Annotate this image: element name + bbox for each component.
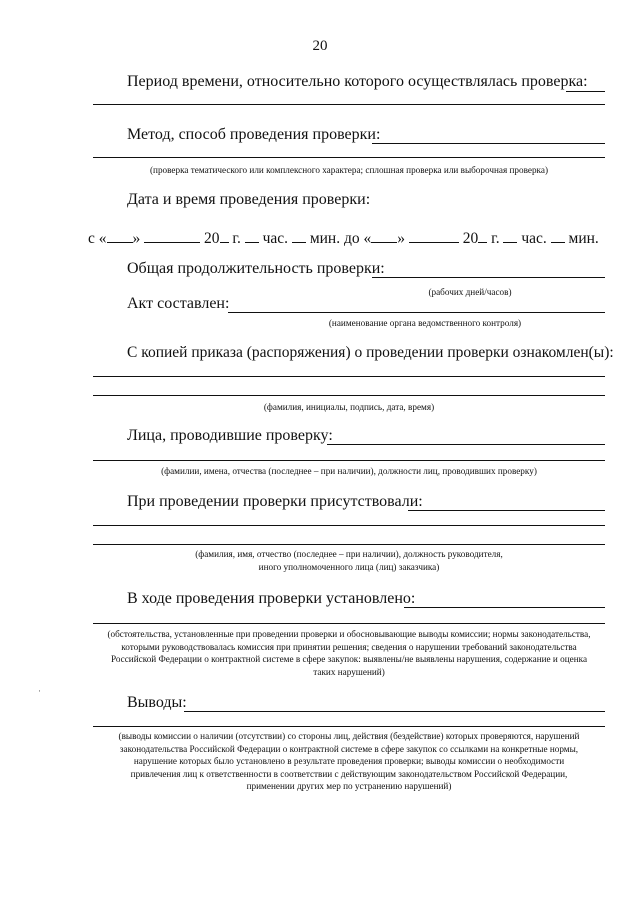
minute-from-field[interactable] xyxy=(292,228,306,243)
present-caption xyxy=(93,548,605,573)
inspectors-caption: (фамилии, имена, отчества (последнее – при наличии), должности лиц, проводивших проверку) xyxy=(161,466,537,476)
order-caption: (фамилия, инициалы, подпись, дата, время) xyxy=(263,402,435,412)
conclusions-caption-line-3: нарушение которых было установлено в результате проведения проверки; выводы комиссии о необходимости xyxy=(133,756,565,766)
established-caption-line-2: которыми руководствовалась комиссия при принятии решения; сведения о нарушении требований законодательства xyxy=(121,641,577,652)
conclusions-field-inline[interactable] xyxy=(184,711,605,712)
present-caption-line-2: иного уполномоченного лица (лиц) заказчика) xyxy=(258,561,440,572)
conclusions-caption-line-5: применении других мер по устранению нарушений) xyxy=(246,781,452,791)
scan-speck: · xyxy=(38,686,41,696)
hour-label-2: час. xyxy=(521,230,547,247)
present-field-inline[interactable] xyxy=(408,510,605,511)
minute-label-2: мин. xyxy=(568,230,599,247)
period-label xyxy=(127,73,588,91)
method-field-inline[interactable] xyxy=(372,143,605,144)
page-number: 20 xyxy=(312,38,328,54)
quote-close-2: » xyxy=(397,230,405,247)
order-label: С копией приказа (распоряжения) о проведении проверки ознакомлен(ы): xyxy=(127,344,614,361)
year-prefix-1: 20 xyxy=(204,230,220,247)
conclusions-caption-line-2: законодательства Российской Федерации о контрактной системе в сфере закупок со ссылками на конкретные нормы, xyxy=(119,743,579,754)
inspectors-field-inline[interactable] xyxy=(327,444,605,445)
month-to-field[interactable] xyxy=(409,228,459,243)
year-suffix-2: г. xyxy=(491,230,500,247)
conclusions-caption xyxy=(86,730,612,793)
hour-to-field[interactable] xyxy=(503,228,517,243)
inspectors-label: Лица, проводившие проверку: xyxy=(127,427,333,444)
established-caption xyxy=(86,628,612,678)
datetime-row xyxy=(88,228,600,248)
established-caption-line-1: (обстоятельства, установленные при проведении проверки и обосновывающие выводы комиссии; нормы законодательства, xyxy=(107,629,591,639)
act-caption: (наименование органа ведомственного контроля) xyxy=(328,318,522,328)
act-label: Акт составлен: xyxy=(127,295,230,312)
present-field-2[interactable] xyxy=(93,544,605,545)
from-text: с « xyxy=(88,230,107,247)
inspectors-field[interactable] xyxy=(93,460,605,461)
quote-close-1: » xyxy=(132,230,141,247)
order-field-1[interactable] xyxy=(93,376,605,377)
year-suffix-1: г. xyxy=(232,230,241,247)
order-field-2[interactable] xyxy=(93,395,605,396)
established-caption-line-3: Российской Федерации о контрактной системе в сфере закупок: выявлены/не выявлены нарушения, содержание и оценка xyxy=(110,654,588,664)
year-to-field[interactable] xyxy=(478,228,487,243)
duration-caption: (рабочих дней/часов) xyxy=(428,287,512,297)
established-field[interactable] xyxy=(93,623,605,624)
present-caption-line-1: (фамилия, имя, отчество (последнее – при наличии), должность руководителя, xyxy=(195,549,503,559)
hour-label-1: час. xyxy=(262,230,289,247)
present-label: При проведении проверки присутствовали: xyxy=(127,493,423,510)
day-from-field[interactable] xyxy=(107,228,133,243)
method-caption: (проверка тематического или комплексного характера; сплошная проверка или выборочная проверка) xyxy=(149,165,549,175)
year-from-field[interactable] xyxy=(220,228,229,243)
method-field[interactable] xyxy=(93,157,605,158)
period-label-text: Период времени, относительно которого осуществлялась проверка: xyxy=(127,73,588,90)
minute-to-field[interactable] xyxy=(551,228,565,243)
datetime-label: Дата и время проведения проверки: xyxy=(127,191,371,208)
established-caption-line-4: таких нарушений) xyxy=(313,666,385,677)
year-prefix-2: 20 xyxy=(462,230,479,247)
period-field[interactable] xyxy=(93,104,605,105)
conclusions-field[interactable] xyxy=(93,726,605,727)
day-to-field[interactable] xyxy=(371,228,397,243)
minute-to-label: мин. до « xyxy=(309,230,372,247)
month-from-field[interactable] xyxy=(144,228,200,243)
hour-from-field[interactable] xyxy=(245,228,259,243)
conclusions-caption-line-4: привлечения лиц к ответственности в соответствии с действующим законодательством Российской Федерации, xyxy=(130,768,568,779)
established-field-inline[interactable] xyxy=(404,607,605,608)
present-field-1[interactable] xyxy=(93,525,605,526)
duration-label: Общая продолжительность проверки: xyxy=(127,260,385,277)
duration-field[interactable] xyxy=(372,277,605,278)
period-field-inline[interactable] xyxy=(566,91,605,92)
act-field[interactable] xyxy=(228,312,605,313)
method-label: Метод, способ проведения проверки: xyxy=(127,126,381,143)
established-label: В ходе проведения проверки установлено: xyxy=(127,590,416,607)
conclusions-caption-line-1: (выводы комиссии о наличии (отсутствии) со стороны лиц, действия (бездействие) которых проверяются, нарушений xyxy=(118,731,580,741)
conclusions-label: Выводы: xyxy=(127,694,187,711)
